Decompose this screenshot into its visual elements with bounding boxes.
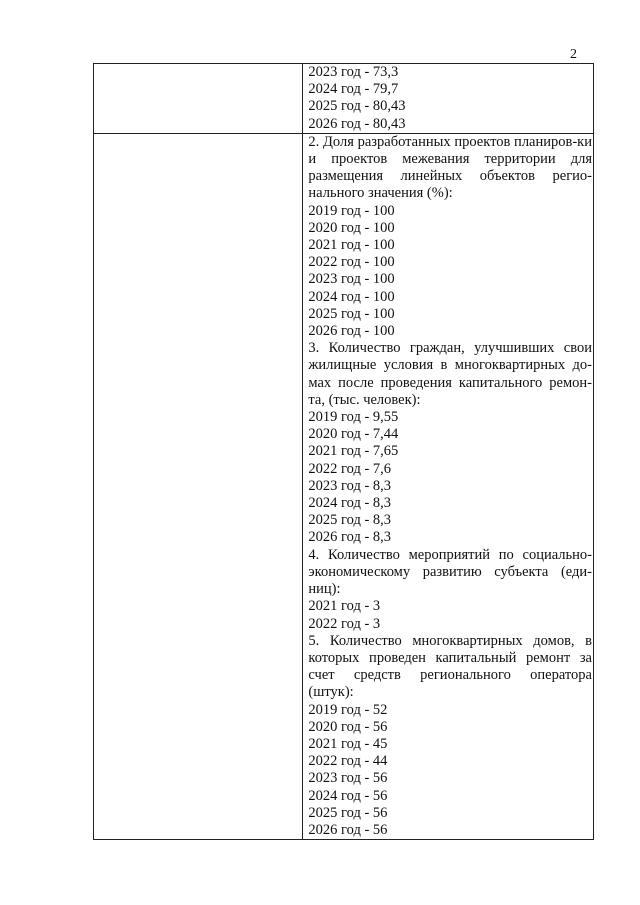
value-line: 2025 год - 8,3 bbox=[308, 512, 392, 529]
value-line: 2019 год - 9,55 bbox=[308, 409, 399, 426]
value-line: 2022 год - 7,6 bbox=[308, 460, 392, 477]
table-cell-left bbox=[94, 133, 303, 839]
indicator-heading: 3. Количество граждан, улучшивших свои жилищные условия в многоквартирных до-мах после проведения капитального ремон-та, (тыс. человек): bbox=[308, 340, 592, 408]
value-line: 2023 год - 56 bbox=[308, 770, 388, 787]
value-line: 2021 год - 3 bbox=[308, 598, 381, 615]
value-line: 2023 год - 73,3 bbox=[308, 64, 399, 80]
value-line: 2024 год - 8,3 bbox=[308, 495, 392, 512]
table-cell-right bbox=[303, 133, 594, 839]
value-line: 2022 год - 44 bbox=[308, 753, 388, 770]
value-line: 2022 год - 3 bbox=[308, 615, 381, 632]
value-line: 2022 год - 100 bbox=[308, 254, 395, 271]
value-line: 2021 год - 7,65 bbox=[308, 443, 399, 460]
value-line: 2026 год - 8,3 bbox=[308, 529, 392, 546]
indicator-heading: 4. Количество мероприятий по социально-экономическому развитию субъекта (еди-ниц): bbox=[308, 546, 592, 598]
value-line: 2019 год - 100 bbox=[308, 202, 395, 219]
table-row bbox=[94, 64, 594, 134]
page-number: 2 bbox=[570, 47, 577, 62]
value-line: 2026 год - 100 bbox=[308, 323, 395, 340]
table-cell-left bbox=[94, 64, 303, 134]
value-line: 2023 год - 100 bbox=[308, 271, 395, 288]
value-line: 2025 год - 56 bbox=[308, 804, 388, 821]
value-line: 2024 год - 79,7 bbox=[308, 81, 399, 98]
value-line: 2019 год - 52 bbox=[308, 701, 388, 718]
value-line: 2020 год - 100 bbox=[308, 219, 395, 236]
value-line: 2024 год - 56 bbox=[308, 787, 388, 804]
value-line: 2024 год - 100 bbox=[308, 288, 395, 305]
indicator-heading: 2. Доля разработанных проектов планиров-ки и проектов межевания территории для размещения линейных объектов регио-нального значения (%): bbox=[308, 133, 592, 202]
document-table bbox=[93, 63, 594, 840]
value-line: 2026 год - 56 bbox=[308, 821, 388, 838]
value-line: 2020 год - 7,44 bbox=[308, 426, 399, 443]
value-line: 2021 год - 45 bbox=[308, 735, 388, 752]
indicator-heading: 5. Количество многоквартирных домов, в которых проведен капитальный ремонт за счет средств регионального оператора (штук): bbox=[308, 632, 592, 701]
value-line: 2025 год - 80,43 bbox=[308, 98, 406, 115]
table-cell-right bbox=[303, 64, 594, 134]
value-line: 2026 год - 80,43 bbox=[308, 115, 406, 132]
value-line: 2021 год - 100 bbox=[308, 237, 395, 254]
value-line: 2023 год - 8,3 bbox=[308, 477, 392, 494]
table-row bbox=[94, 133, 594, 839]
value-line: 2020 год - 56 bbox=[308, 718, 388, 735]
value-line: 2025 год - 100 bbox=[308, 305, 395, 322]
